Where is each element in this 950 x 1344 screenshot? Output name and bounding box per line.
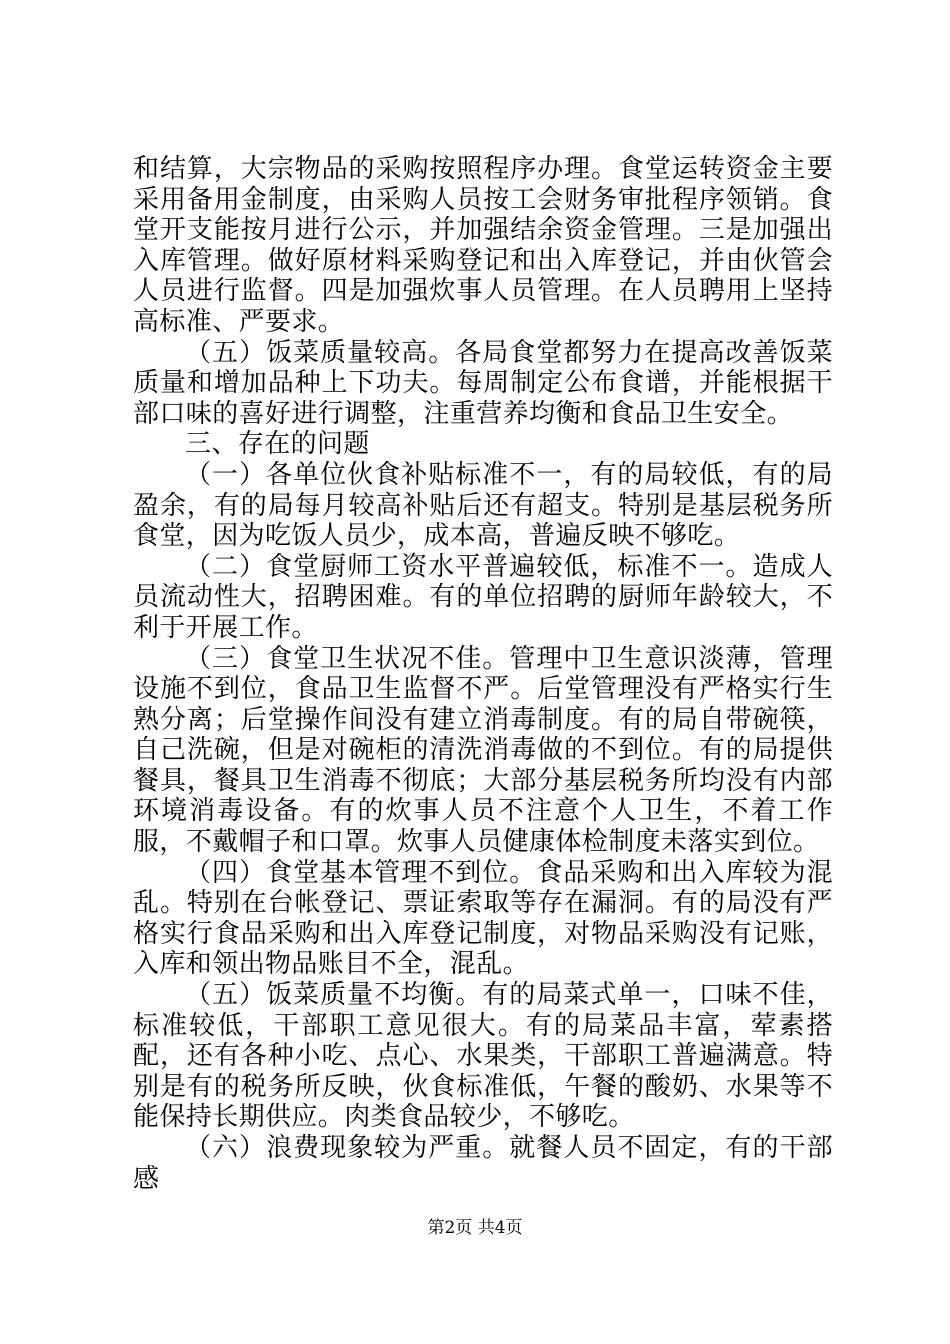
paragraph-problem-1: （一）各单位伙食补贴标准不一，有的局较低，有的局盈余，有的局每月较高补贴后还有超支。特别是基层税务所食堂，因为吃饭人员少，成本高，普遍反映不够吃。 — [133, 459, 833, 552]
paragraph-problem-6: （六）浪费现象较为严重。就餐人员不固定，有的干部感 — [133, 1133, 833, 1194]
paragraph-problem-4: （四）食堂基本管理不到位。食品采购和出入库较为混乱。特别在台帐登记、票证索取等存在漏洞。有的局没有严格实行食品采购和出入库登记制度，对物品采购没有记账，入库和领出物品账目不全，混乱。 — [133, 857, 833, 980]
section-heading-problems: 三、存在的问题 — [185, 429, 370, 460]
page-number-footer: 第2页 共4页 — [427, 1218, 523, 1238]
paragraph-problem-3: （三）食堂卫生状况不佳。管理中卫生意识淡薄，管理设施不到位，食品卫生监督不严。后堂管理没有严格实行生熟分离；后堂操作间没有建立消毒制度。有的局自带碗筷，自己洗碗，但是对碗柜的清洗消毒做的不到位。有的局提供餐具，餐具卫生消毒不彻底；大部分基层税务所均没有内部环境消毒设备。有的炊事人员不注意个人卫生，不着工作服，不戴帽子和口罩。炊事人员健康体检制度未落实到位。 — [133, 643, 833, 858]
paragraph-continuation: 和结算，大宗物品的采购按照程序办理。食堂运转资金主要采用备用金制度，由采购人员按工会财务审批程序领销。食堂开支能按月进行公示，并加强结余资金管理。三是加强出入库管理。做好原材料采购登记和出入库登记，并由伙管会人员进行监督。四是加强炊事人员管理。在人员聘用上坚持高标准、严要求。 — [133, 154, 833, 337]
paragraph-problem-2: （二）食堂厨师工资水平普遍较低，标准不一。造成人员流动性大，招聘困难。有的单位招聘的厨师年龄较大，不利于开展工作。 — [133, 551, 833, 643]
paragraph-problem-5: （五）饭菜质量不均衡。有的局菜式单一，口味不佳，标准较低，干部职工意见很大。有的局菜品丰富，荤素搭配，还有各种小吃、点心、水果类，干部职工普遍满意。特别是有的税务所反映，伙食标准低，午餐的酸奶、水果等不能保持长期供应。肉类食品较少，不够吃。 — [133, 980, 833, 1133]
document-body — [133, 154, 833, 1194]
paragraph-item-5-meal-quality: （五）饭菜质量较高。各局食堂都努力在提高改善饭菜质量和增加品种上下功夫。每周制定公布食谱，并能根据干部口味的喜好进行调整，注重营养均衡和食品卫生安全。 — [133, 337, 833, 429]
